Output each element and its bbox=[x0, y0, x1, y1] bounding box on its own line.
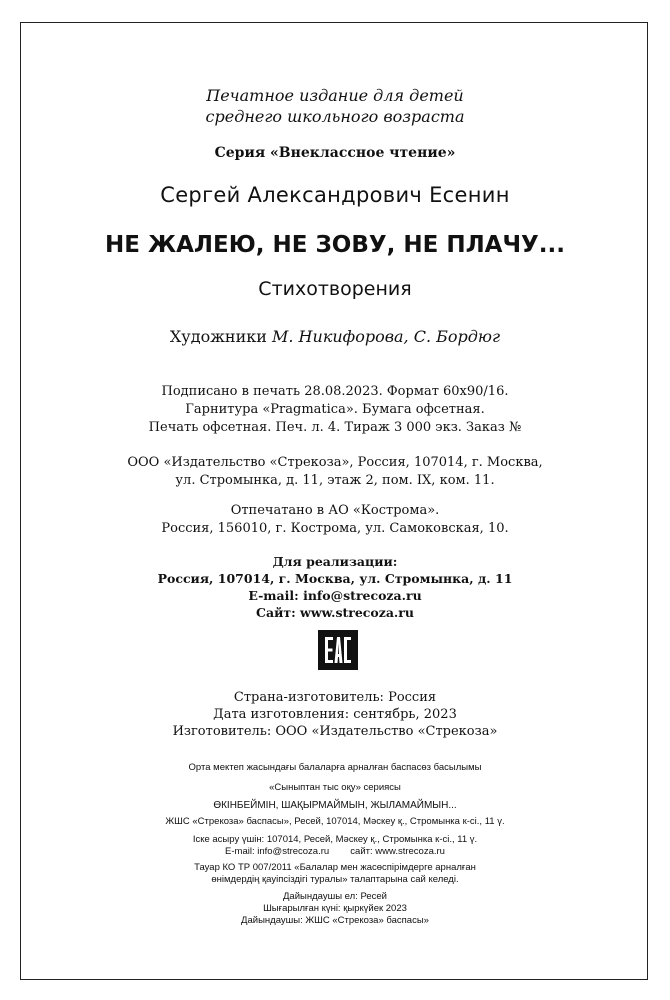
sales-email: E-mail: info@strecoza.ru bbox=[248, 588, 422, 603]
audience-line-2: среднего школьного возраста bbox=[205, 107, 465, 126]
kz-manufacture-date: Шығарылған күні: қыркүйек 2023 bbox=[263, 903, 407, 914]
sales-site: Сайт: www.strecoza.ru bbox=[256, 605, 414, 620]
illustrators-prefix: Художники bbox=[169, 327, 272, 346]
series-line: Серия «Внеклассное чтение» bbox=[214, 145, 456, 161]
genre-line: Стихотворения bbox=[258, 278, 412, 300]
illustrators-names: М. Никифорова, С. Бордюг bbox=[272, 327, 501, 346]
kz-publisher: ЖШС «Стрекоза» баспасы», Ресей, 107014, Мәскеу қ., Стромынка к-сі., 11 ү. bbox=[165, 816, 505, 827]
kz-sales-line-2: E-mail: info@strecoza.ru сайт: www.strecoza.ru bbox=[225, 846, 445, 857]
audience-line-1: Печатное издание для детей bbox=[206, 86, 464, 105]
printer-line-1: Отпечатано в АО «Кострома». bbox=[230, 503, 440, 518]
print-info-line-1: Подписано в печать 28.08.2023. Формат 60х90/16. bbox=[161, 384, 509, 399]
publisher-line-2: ул. Стромынка, д. 11, этаж 2, пом. IX, ком. 11. bbox=[175, 473, 495, 488]
kz-manufacture-country: Дайындаушы ел: Ресей bbox=[283, 891, 387, 902]
kz-audience: Орта мектеп жасындағы балаларға арналған баспасөз басылымы bbox=[188, 762, 482, 773]
book-title: НЕ ЖАЛЕЮ, НЕ ЗОВУ, НЕ ПЛАЧУ... bbox=[105, 232, 565, 258]
kz-series: «Сыныптан тыс оқу» сериясы bbox=[269, 782, 401, 793]
kz-title: ӨКІНБЕЙМІН, ШАҚЫРМАЙМЫН, ЖЫЛАМАЙМЫН... bbox=[213, 800, 457, 811]
publisher-line-1: ООО «Издательство «Стрекоза», Россия, 107014, г. Москва, bbox=[127, 455, 543, 470]
manufacturer-line: Изготовитель: ООО «Издательство «Стрекоза» bbox=[172, 724, 498, 739]
illustrators-line bbox=[0, 327, 670, 346]
printer-line-2: Россия, 156010, г. Кострома, ул. Самоковская, 10. bbox=[161, 521, 509, 536]
sales-line-2: Россия, 107014, г. Москва, ул. Стромынка, д. 11 bbox=[157, 571, 513, 586]
manufacture-date: Дата изготовления: сентябрь, 2023 bbox=[213, 707, 457, 722]
kz-regulation-line-1: Тауар КО ТР 007/2011 «Балалар мен жасөспірімдерге арналған bbox=[194, 862, 476, 873]
print-info-line-2: Гарнитура «Pragmatica». Бумага офсетная. bbox=[185, 402, 485, 417]
kz-regulation-line-2: өнімдердің қауіпсіздігі туралы» талаптарына сай келеді. bbox=[211, 874, 459, 885]
manufacture-country: Страна-изготовитель: Россия bbox=[233, 690, 437, 705]
author-name: Сергей Александрович Есенин bbox=[160, 183, 510, 207]
sales-line-1: Для реализации: bbox=[272, 554, 398, 569]
eac-mark-icon bbox=[318, 630, 358, 670]
kz-sales-line-1: Іске асыру үшін: 107014, Ресей, Мәскеу қ., Стромынка к-сі., 11 ү. bbox=[192, 834, 478, 845]
print-info-line-3: Печать офсетная. Печ. л. 4. Тираж 3 000 экз. Заказ № bbox=[148, 420, 522, 435]
kz-manufacturer: Дайындаушы: ЖШС «Стрекоза» баспасы» bbox=[241, 915, 429, 926]
